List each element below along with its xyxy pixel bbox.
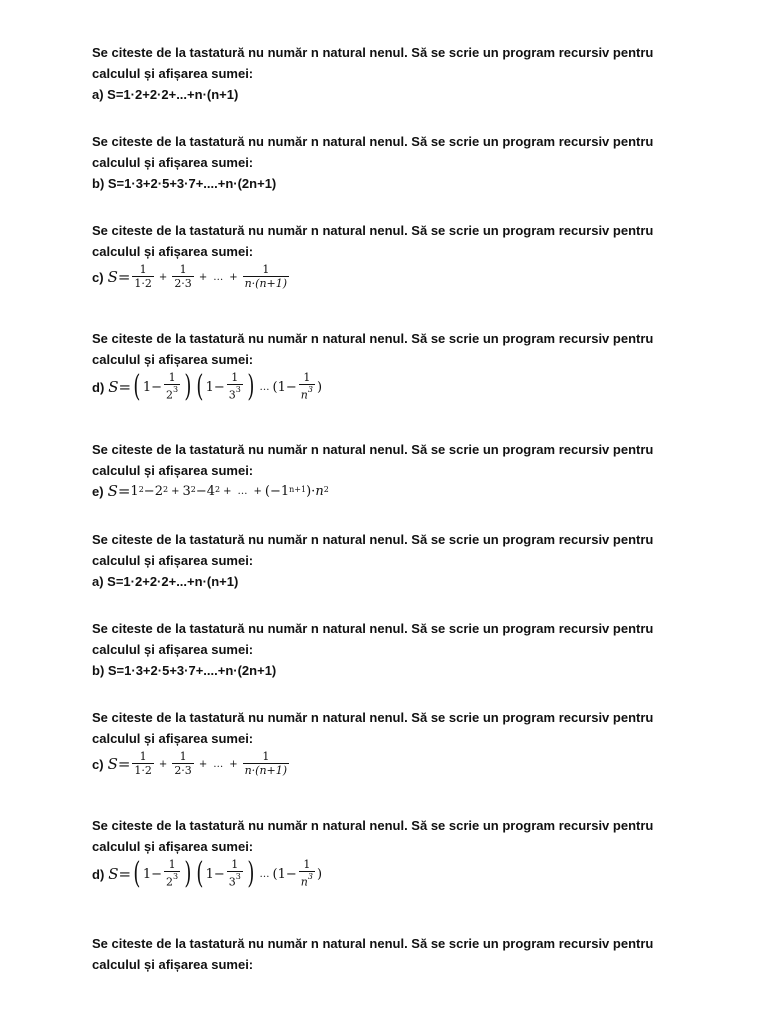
problem-text-line2: calculul și afișarea sumei: (92, 957, 254, 972)
formula-d-math: S= ( 1− $\frac{1}{2^3}$ ) ( 1− $\frac{1}{3^3}$ ) … ( 1− $\frac{1}{n^3}$ ) (108, 856, 323, 891)
problem-text-line1: Se citeste de la tastatură nu număr n natural nenul. Să se scrie un program recursiv pentru (92, 936, 654, 951)
formula-label: e) (92, 484, 104, 499)
problem-text-line1: Se citeste de la tastatură nu număr n natural nenul. Să se scrie un program recursiv pentru (92, 331, 654, 346)
problem-text-line1: Se citeste de la tastatură nu număr n natural nenul. Să se scrie un program recursiv pentru (92, 532, 654, 547)
problem-text-line2: calculul și afișarea sumei: (92, 731, 254, 746)
formula-label: d) (92, 866, 105, 882)
problem-text-line2: calculul și afișarea sumei: (92, 66, 254, 81)
problem-text-line2: calculul și afișarea sumei: (92, 463, 254, 478)
problem-text-line1: Se citeste de la tastatură nu număr n natural nenul. Să se scrie un program recursiv pentru (92, 45, 654, 60)
exercise-d-1 (92, 328, 732, 402)
formula-a: a) S=1·2+2·2+...+n·(n+1) (92, 574, 239, 589)
exercise-e-1 (92, 439, 732, 502)
exercise-b-2 (92, 618, 732, 681)
formula-e (92, 481, 732, 502)
problem-text-line1: Se citeste de la tastatură nu număr n natural nenul. Să se scrie un program recursiv pentru (92, 442, 654, 457)
problem-text-line1: Se citeste de la tastatură nu număr n natural nenul. Să se scrie un program recursiv pentru (92, 621, 654, 636)
formula-c (92, 751, 732, 777)
formula-a: a) S=1·2+2·2+...+n·(n+1) (92, 87, 239, 102)
problem-text-line1: Se citeste de la tastatură nu număr n natural nenul. Să se scrie un program recursiv pentru (92, 134, 654, 149)
exercise-a-2 (92, 529, 732, 592)
problem-text-line2: calculul și afișarea sumei: (92, 839, 254, 854)
problem-text-line2: calculul și afișarea sumei: (92, 553, 254, 568)
formula-d (92, 856, 732, 891)
formula-b: b) S=1·3+2·5+3·7+....+n·(2n+1) (92, 176, 277, 191)
formula-label: c) (92, 269, 104, 285)
formula-label: d) (92, 379, 105, 395)
formula-b: b) S=1·3+2·5+3·7+....+n·(2n+1) (92, 663, 277, 678)
problem-text-line2: calculul și afișarea sumei: (92, 244, 254, 259)
problem-text-line2: calculul și afișarea sumei: (92, 155, 254, 170)
exercise-partial (92, 933, 732, 975)
exercise-d-2 (92, 815, 732, 889)
exercise-c-2 (92, 707, 732, 777)
formula-d (92, 369, 732, 404)
problem-text-line1: Se citeste de la tastatură nu număr n natural nenul. Să se scrie un program recursiv pentru (92, 223, 654, 238)
formula-d-math: S= ( 1− $\frac{1}{2^3}$ ) ( 1− $\frac{1}{3^3}$ ) … ( 1− $\frac{1}{n^3}$ ) (108, 369, 323, 404)
formula-c-math: S= $\frac{1}{1\cdot 2}$ + $\frac{1}{2\cdot 3}$ + … + $\frac{1}{n\cdot(n+1)}$ (107, 263, 288, 290)
formula-e-math: S= 1 2 − 2 2 + 3 2 − 4 2 + … + (−1 n+1 )· n 2 (107, 482, 329, 500)
exercise-b-1 (92, 131, 732, 194)
problem-text-line1: Se citeste de la tastatură nu număr n natural nenul. Să se scrie un program recursiv pentru (92, 818, 654, 833)
problem-text-line1: Se citeste de la tastatură nu număr n natural nenul. Să se scrie un program recursiv pentru (92, 710, 654, 725)
problem-text-line2: calculul și afișarea sumei: (92, 352, 254, 367)
exercise-c-1 (92, 220, 732, 290)
exercise-a-1 (92, 42, 732, 105)
formula-c (92, 264, 732, 290)
problem-text-line2: calculul și afișarea sumei: (92, 642, 254, 657)
formula-label: c) (92, 756, 104, 772)
formula-c-math: S= $\frac{1}{1\cdot 2}$ + $\frac{1}{2\cdot 3}$ + … + $\frac{1}{n\cdot(n+1)}$ (107, 750, 288, 777)
